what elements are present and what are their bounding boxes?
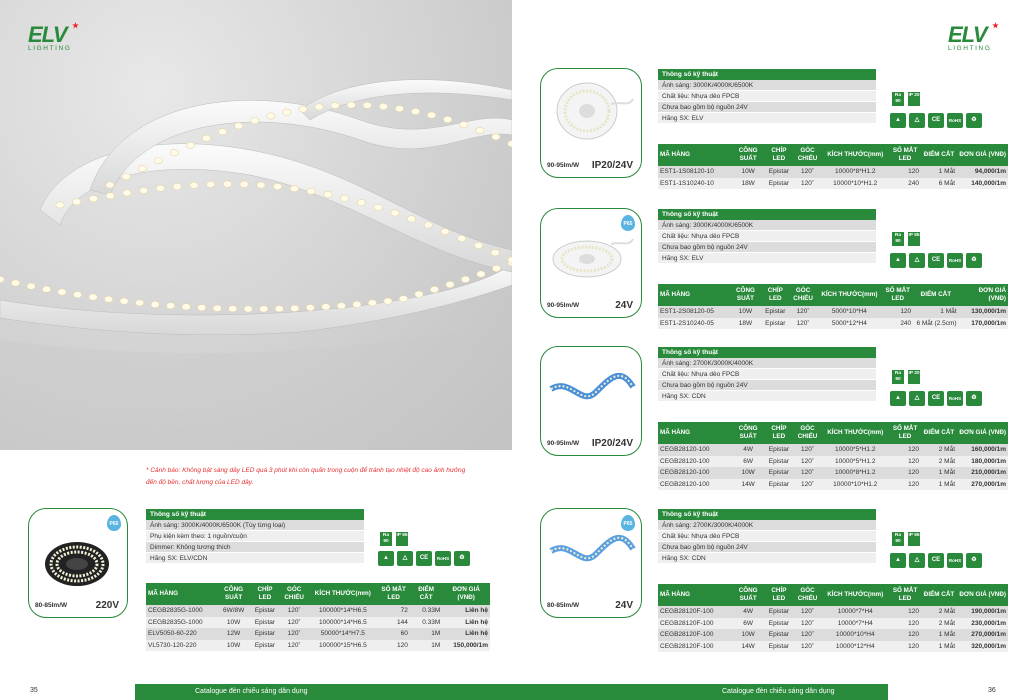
led-chip bbox=[42, 286, 50, 292]
ra-badge: Ra 90 bbox=[892, 92, 904, 106]
ce-icon: CE bbox=[416, 551, 432, 566]
right-page bbox=[512, 0, 1024, 700]
cert-badges-left bbox=[378, 532, 488, 577]
led-chip bbox=[353, 301, 361, 307]
led-chip bbox=[273, 183, 281, 189]
led-chip bbox=[104, 296, 112, 302]
spec-block-left: Thông số kỹ thuật Ánh sáng: 3000K/4000K/6500K (Tùy từng loại) Phụ kiện kèm theo: 1 nguồn/cuộn Dimmer: Không tương thích Hãng SX: ELV/CDN bbox=[146, 509, 364, 564]
led-chip bbox=[395, 105, 403, 111]
spec-block-1 bbox=[658, 69, 876, 124]
table-row: CEGB28120F-100 4W Epistar 120˚ 10000*7*H4 120 2 Mắt 190,000/1m bbox=[658, 606, 1008, 618]
recycle-icon: ♻ bbox=[966, 391, 982, 406]
table-row: CEGB28120-100 10W Epistar 120˚ 10000*8*H1.2 120 1 Mắt 210,000/1m bbox=[658, 467, 1008, 479]
ip-badge: IP 20 bbox=[908, 92, 920, 106]
spec-block-3 bbox=[658, 347, 876, 402]
table-row: EST1-2S08120-05 10W Epistar 120˚ 5000*10*H4 120 1 Mắt 130,000/1m bbox=[658, 306, 1008, 318]
recycle-icon: ♻ bbox=[966, 113, 982, 128]
triangle-icon: △ bbox=[909, 553, 925, 568]
led-chip bbox=[120, 298, 128, 304]
spec-line: Hãng SX: ELV bbox=[658, 113, 876, 124]
led-chip bbox=[384, 298, 392, 304]
led-chip bbox=[89, 196, 97, 202]
led-chip bbox=[340, 195, 348, 201]
product-image-4: P65 80-85lm/W 24V bbox=[540, 508, 642, 618]
spec-line: Chưa bao gồm bộ nguồn 24V bbox=[658, 102, 876, 113]
cert-badges-1 bbox=[890, 92, 1000, 130]
led-chip bbox=[229, 306, 237, 312]
rohs-icon: RoHS bbox=[947, 253, 963, 268]
led-chip bbox=[347, 102, 355, 108]
product-table-3: MÃ HÀNG CÔNG SUẤT CHÍP LED GÓC CHIẾU KÍCH THƯỚC(mm) SỐ MẮT LED ĐIỂM CẮT ĐƠN GIÁ (VNĐ) CEGB28120-100 4W Epistar 120˚ 10000*5*H1.2 120 2 Mắt 160,000/1m CEGB28120-100 6W Epistar 120˚ 10000*5*H1.2 120 2 Mắt 180,000/1m CEGB28120-100 10W Epistar 120˚ 10000*8*H1.2 120 1 Mắt 210,000/1m CEGB28120-100 14W Epistar 120˚ 10000*10*H1.2 120 1 Mắt 270,000/1m bbox=[658, 422, 1008, 490]
led-chip bbox=[206, 181, 214, 187]
waterproof-drop-icon: P65 bbox=[621, 215, 635, 231]
table-row: CEGB28120F-100 14W Epistar 120˚ 10000*12*H4 120 1 Mắt 320,000/1m bbox=[658, 641, 1008, 653]
spec-block-4 bbox=[658, 509, 876, 564]
led-chip bbox=[190, 182, 198, 188]
recycle-icon: ♻ bbox=[454, 551, 470, 566]
waterproof-drop-icon: P65 bbox=[107, 515, 121, 531]
led-chip bbox=[476, 127, 484, 133]
led-chip bbox=[135, 300, 143, 306]
footer-right bbox=[512, 684, 1024, 700]
spec-line: Hãng SX: ELV bbox=[658, 253, 876, 264]
elv-logo: ELV LIGHTING bbox=[948, 24, 1008, 54]
led-chip bbox=[337, 303, 345, 309]
table-row: CEGB28120-100 14W Epistar 120˚ 10000*10*H1.2 120 1 Mắt 270,000/1m bbox=[658, 479, 1008, 491]
spec-line: Chất liệu: Nhựa dẻo FPCB bbox=[658, 531, 876, 542]
ra-badge: Ra 90 bbox=[892, 370, 904, 384]
ip-badge: IP 65 bbox=[908, 532, 920, 546]
table-row: CEGB28120F-100 10W Epistar 120˚ 10000*10*H4 120 1 Mắt 270,000/1m bbox=[658, 629, 1008, 641]
cert-badges-2 bbox=[890, 232, 1000, 270]
footer-title: Catalogue đèn chiếu sáng dân dụng bbox=[722, 688, 835, 695]
led-chip bbox=[477, 271, 485, 277]
page-number: 36 bbox=[988, 687, 996, 694]
product-table-2: MÃ HÀNG CÔNG SUẤT CHÍP LED GÓC CHIẾU KÍCH THƯỚC(mm) SỐ MẮT LED ĐIỂM CẮT ĐƠN GIÁ (VNĐ) EST1-2S08120-05 10W Epistar 120˚ 5000*10*H4 120 1 Mắt 130,000/1m EST1-2S10240-05 18W Epistar 120˚ 5000*12*H4 240 6 Mắt (2.5cm) 170,000/1m bbox=[658, 284, 1008, 329]
leaf-icon: ▲ bbox=[890, 253, 906, 268]
led-chip bbox=[257, 182, 265, 188]
product-table-left: MÃ HÀNG CÔNG SUẤT CHÍP LED GÓC CHIẾU KÍCH THƯỚC(mm) SỐ MẮT LED ĐIỂM CẮT ĐƠN GIÁ (VNĐ) CEGB2835G-1000 6W/8W Epistar 120˚ 100000*14*H6.5 72 0.33M Liên hệ CEGB2835G-1000 10W Epistar 120˚ 100000*14*H6.5 144 0.33M Liên hệ ELV5050-60-220 12W Epistar 120˚ 50000*14*H7.5 60 1M Liên hệ VL5730-120-220 10W Epistar 120˚ 100000*15*H6.5 120 1M 150,000/1m bbox=[146, 583, 490, 651]
ip-badge: IP 20 bbox=[908, 370, 920, 384]
rohs-icon: RoHS bbox=[947, 113, 963, 128]
table-row: EST1-1S10240-10 18W Epistar 120˚ 10000*10*H1.2 240 6 Mắt 140,000/1m bbox=[658, 178, 1008, 190]
leaf-icon: ▲ bbox=[890, 113, 906, 128]
table-row: CEGB28120-100 6W Epistar 120˚ 10000*5*H1.2 120 2 Mắt 180,000/1m bbox=[658, 456, 1008, 468]
led-chip bbox=[223, 181, 231, 187]
led-chip bbox=[154, 157, 162, 163]
rohs-icon: RoHS bbox=[947, 553, 963, 568]
led-chip bbox=[291, 305, 299, 311]
led-chip bbox=[234, 123, 242, 129]
spec-title: Thông số kỹ thuật bbox=[658, 209, 876, 220]
led-chip bbox=[374, 204, 382, 210]
spec-line: Ánh sáng: 2700K/3000K/4000K bbox=[658, 520, 876, 531]
table-row: CEGB28120F-100 6W Epistar 120˚ 10000*7*H4 120 2 Mắt 230,000/1m bbox=[658, 618, 1008, 630]
ce-icon: CE bbox=[928, 391, 944, 406]
spec-line: Chất liệu: Nhựa dẻo FPCB bbox=[658, 369, 876, 380]
led-chip bbox=[56, 202, 64, 208]
spec-title: Thông số kỹ thuật bbox=[658, 69, 876, 80]
led-chip bbox=[399, 296, 407, 302]
spec-line: Ánh sáng: 2700K/3000K/4000K bbox=[658, 358, 876, 369]
table-row: EST1-1S08120-10 10W Epistar 120˚ 10000*8*H1.2 120 1 Mắt 94,000/1m bbox=[658, 166, 1008, 178]
led-chip bbox=[240, 181, 248, 187]
led-chip bbox=[260, 306, 268, 312]
led-chip bbox=[322, 304, 330, 310]
ip-badge: IP 65 bbox=[396, 532, 408, 546]
product-image-3: 90-95lm/W IP20/24V bbox=[540, 346, 642, 456]
led-chip bbox=[283, 109, 291, 115]
led-chip bbox=[140, 187, 148, 193]
led-chip bbox=[182, 304, 190, 310]
led-chip bbox=[106, 193, 114, 199]
led-chip bbox=[106, 182, 114, 188]
led-chip bbox=[213, 305, 221, 311]
elv-logo: ELV LIGHTING bbox=[28, 24, 88, 54]
ra-badge: Ra 90 bbox=[892, 532, 904, 546]
cert-badges-4 bbox=[890, 532, 1000, 570]
led-chip bbox=[275, 306, 283, 312]
led-chip bbox=[27, 283, 35, 289]
warning-note: * Cảnh báo: Không bật sáng dây LED quá 3 phút khi còn quấn trong cuộn để tránh tạo nhiệt độ cao ảnh hưởng đến độ bền, chất lượng của LED dây. bbox=[146, 467, 466, 486]
led-chip bbox=[379, 103, 387, 109]
led-chip bbox=[474, 242, 482, 248]
cert-badges-3 bbox=[890, 370, 1000, 408]
led-chip bbox=[173, 183, 181, 189]
footer-title: Catalogue đèn chiếu sáng dân dụng bbox=[195, 688, 308, 695]
recycle-icon: ♻ bbox=[966, 253, 982, 268]
led-chip bbox=[290, 185, 298, 191]
spec-line: Chất liệu: Nhựa dẻo FPCB bbox=[658, 231, 876, 242]
led-chip bbox=[306, 304, 314, 310]
led-chip bbox=[391, 210, 399, 216]
leaf-icon: ▲ bbox=[378, 551, 394, 566]
spec-line: Chất liệu: Nhựa dẻo FPCB bbox=[658, 91, 876, 102]
spec-line: Ánh sáng: 3000K/4000K/6500K bbox=[658, 220, 876, 231]
led-chip bbox=[122, 173, 130, 179]
table-row: VL5730-120-220 10W Epistar 120˚ 100000*15*H6.5 120 1M 150,000/1m bbox=[146, 640, 490, 652]
led-chip bbox=[331, 102, 339, 108]
spec-line: Hãng SX: CDN bbox=[658, 553, 876, 564]
led-chip bbox=[415, 291, 423, 297]
spec-line: Chưa bao gồm bộ nguồn 24V bbox=[658, 380, 876, 391]
led-chip bbox=[170, 149, 178, 155]
led-chip bbox=[156, 185, 164, 191]
led-chip bbox=[324, 191, 332, 197]
spec-title: Thông số kỹ thuật bbox=[658, 347, 876, 358]
led-chip bbox=[138, 165, 146, 171]
spec-line: Ánh sáng: 3000K/4000K/6500K bbox=[658, 80, 876, 91]
product-table-4: MÃ HÀNG CÔNG SUẤT CHÍP LED GÓC CHIẾU KÍCH THƯỚC(mm) SỐ MẮT LED ĐIỂM CẮT ĐƠN GIÁ (VNĐ) CEGB28120F-100 4W Epistar 120˚ 10000*7*H4 120 2 Mắt 190,000/1m CEGB28120F-100 6W Epistar 120˚ 10000*7*H4 120 2 Mắt 230,000/1m CEGB28120F-100 10W Epistar 120˚ 10000*10*H4 120 1 Mắt 270,000/1m CEGB28120F-100 14W Epistar 120˚ 10000*12*H4 120 1 Mắt 320,000/1m bbox=[658, 584, 1008, 652]
triangle-icon: △ bbox=[909, 113, 925, 128]
table-row: CEGB28120-100 4W Epistar 120˚ 10000*5*H1.2 120 2 Mắt 160,000/1m bbox=[658, 444, 1008, 456]
led-chip bbox=[443, 116, 451, 122]
spec-line: Chưa bao gồm bộ nguồn 24V bbox=[658, 542, 876, 553]
led-chip bbox=[166, 303, 174, 309]
table-row: CEGB2835G-1000 6W/8W Epistar 120˚ 100000*14*H6.5 72 0.33M Liên hệ bbox=[146, 605, 490, 617]
product-image-left: P65 80-85lm/W 220V bbox=[28, 508, 128, 618]
table-row: CEGB2835G-1000 10W Epistar 120˚ 100000*14*H6.5 144 0.33M Liên hệ bbox=[146, 617, 490, 629]
led-chip bbox=[267, 113, 275, 119]
led-chip bbox=[197, 304, 205, 310]
ra-badge: Ra 90 bbox=[892, 232, 904, 246]
led-chip bbox=[73, 291, 81, 297]
spec-line: Hãng SX: CDN bbox=[658, 391, 876, 402]
triangle-icon: △ bbox=[909, 391, 925, 406]
ip-badge: IP 65 bbox=[908, 232, 920, 246]
led-chip bbox=[430, 286, 438, 292]
led-chip bbox=[123, 190, 131, 196]
rohs-icon: RoHS bbox=[435, 551, 451, 566]
spec-title: Thông số kỹ thuật bbox=[146, 509, 364, 520]
rohs-icon: RoHS bbox=[947, 391, 963, 406]
table-row: ELV5050-60-220 12W Epistar 120˚ 50000*14*H7.5 60 1M Liên hệ bbox=[146, 628, 490, 640]
page-number: 35 bbox=[30, 687, 38, 694]
spec-block-2 bbox=[658, 209, 876, 264]
led-chip bbox=[0, 276, 4, 282]
led-chip bbox=[244, 306, 252, 312]
ra-badge: Ra 90 bbox=[380, 532, 392, 546]
led-chip bbox=[460, 122, 468, 128]
led-chip bbox=[315, 104, 323, 110]
ce-icon: CE bbox=[928, 113, 944, 128]
led-chip bbox=[89, 294, 97, 300]
led-chip bbox=[491, 249, 499, 255]
led-chip bbox=[186, 142, 194, 148]
led-chip bbox=[299, 106, 307, 112]
led-chip bbox=[363, 102, 371, 108]
led-chip bbox=[368, 300, 376, 306]
led-chip bbox=[492, 265, 500, 271]
product-image-2: P65 90-95lm/W 24V bbox=[540, 208, 642, 318]
led-chip bbox=[446, 281, 454, 287]
triangle-icon: △ bbox=[397, 551, 413, 566]
ce-icon: CE bbox=[928, 553, 944, 568]
waterproof-drop-icon: P65 bbox=[621, 515, 635, 531]
product-table-1: MÃ HÀNG CÔNG SUẤT CHÍP LED GÓC CHIẾU KÍCH THƯỚC(mm) SỐ MẮT LED ĐIỂM CẮT ĐƠN GIÁ (VNĐ) EST1-1S08120-10 10W Epistar 120˚ 10000*8*H1.2 120 1 Mắt 94,000/1m EST1-1S10240-10 18W Epistar 120˚ 10000*10*H1.2 240 6 Mắt 140,000/1m bbox=[658, 144, 1008, 189]
led-chip bbox=[458, 235, 466, 241]
led-chip bbox=[58, 289, 66, 295]
table-row: EST1-2S10240-05 18W Epistar 120˚ 5000*12*H4 240 6 Mắt (2.5cm) 170,000/1m bbox=[658, 318, 1008, 330]
spec-line: Chưa bao gồm bộ nguồn 24V bbox=[658, 242, 876, 253]
led-chip bbox=[411, 108, 419, 114]
led-chip bbox=[461, 276, 469, 282]
recycle-icon: ♻ bbox=[966, 553, 982, 568]
led-chip bbox=[427, 112, 435, 118]
spec-title: Thông số kỹ thuật bbox=[658, 509, 876, 520]
led-chip bbox=[307, 188, 315, 194]
led-chip bbox=[357, 199, 365, 205]
led-chip bbox=[441, 228, 449, 234]
led-chip bbox=[202, 135, 210, 141]
led-chip bbox=[492, 134, 500, 140]
product-image-1: 90-95lm/W IP20/24V bbox=[540, 68, 642, 178]
led-chip bbox=[407, 216, 415, 222]
led-chip bbox=[424, 222, 432, 228]
led-chip bbox=[73, 199, 81, 205]
triangle-icon: △ bbox=[909, 253, 925, 268]
led-chip bbox=[218, 129, 226, 135]
led-chip bbox=[151, 301, 159, 307]
led-chip bbox=[251, 117, 259, 123]
footer-left bbox=[0, 684, 512, 700]
hero-photo-led-strip bbox=[0, 0, 512, 450]
leaf-icon: ▲ bbox=[890, 391, 906, 406]
leaf-icon: ▲ bbox=[890, 553, 906, 568]
ce-icon: CE bbox=[928, 253, 944, 268]
led-chip bbox=[11, 280, 19, 286]
